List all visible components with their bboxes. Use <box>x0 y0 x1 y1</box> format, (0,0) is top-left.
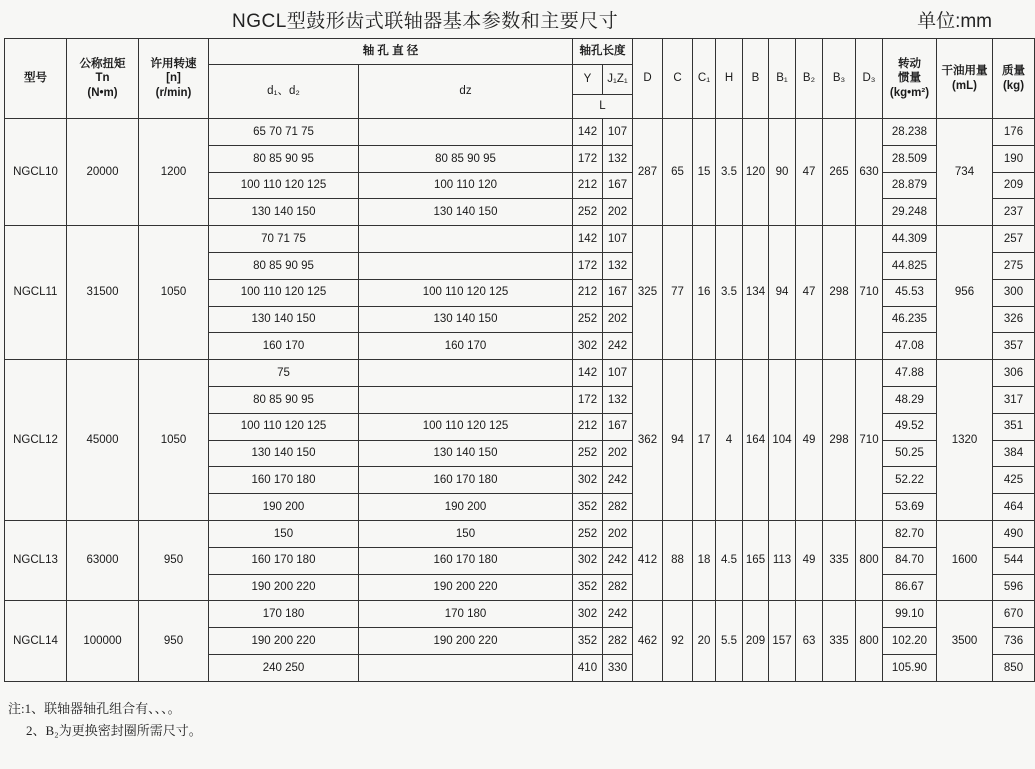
cell-speed: 950 <box>139 520 209 600</box>
cell-model: NGCL12 <box>5 360 67 521</box>
cell-J1Z1: 107 <box>603 226 633 253</box>
cell-Y: 302 <box>573 547 603 574</box>
table-body <box>5 119 1035 682</box>
cell-dz: 170 180 <box>359 601 573 628</box>
cell-d12: 100 110 120 125 <box>209 413 359 440</box>
cell-d12: 130 140 150 <box>209 199 359 226</box>
header-B1: B₁ <box>769 39 796 119</box>
cell-inertia: 52.22 <box>883 467 937 494</box>
cell-C1: 16 <box>693 226 716 360</box>
cell-dz: 160 170 180 <box>359 547 573 574</box>
cell-inertia: 84.70 <box>883 547 937 574</box>
cell-J1Z1: 202 <box>603 199 633 226</box>
header-inertia <box>883 39 937 119</box>
cell-B3: 298 <box>823 360 856 521</box>
cell-mass: 300 <box>993 279 1035 306</box>
cell-B: 134 <box>743 226 769 360</box>
cell-J1Z1: 132 <box>603 252 633 279</box>
cell-B2: 49 <box>796 520 823 600</box>
cell-speed: 1200 <box>139 119 209 226</box>
cell-d12: 80 85 90 95 <box>209 252 359 279</box>
cell-inertia: 28.879 <box>883 172 937 199</box>
cell-J1Z1: 242 <box>603 601 633 628</box>
cell-mass: 190 <box>993 145 1035 172</box>
cell-mass: 176 <box>993 119 1035 146</box>
cell-C: 77 <box>663 226 693 360</box>
cell-inertia: 53.69 <box>883 494 937 521</box>
cell-Y: 172 <box>573 252 603 279</box>
cell-B: 165 <box>743 520 769 600</box>
cell-dz: 150 <box>359 520 573 547</box>
cell-inertia: 102.20 <box>883 628 937 655</box>
cell-Y: 142 <box>573 226 603 253</box>
cell-dz: 100 110 120 <box>359 172 573 199</box>
cell-torque: 100000 <box>67 601 139 681</box>
cell-mass: 544 <box>993 547 1035 574</box>
header-B: B <box>743 39 769 119</box>
cell-d12: 160 170 180 <box>209 467 359 494</box>
cell-inertia: 28.238 <box>883 119 937 146</box>
cell-Y: 352 <box>573 574 603 601</box>
cell-D: 325 <box>633 226 663 360</box>
cell-d12: 150 <box>209 520 359 547</box>
cell-d12: 160 170 <box>209 333 359 360</box>
cell-D: 362 <box>633 360 663 521</box>
cell-B3: 265 <box>823 119 856 226</box>
cell-oil: 734 <box>937 119 993 226</box>
cell-B2: 47 <box>796 119 823 226</box>
cell-Y: 302 <box>573 333 603 360</box>
header-inertia-l3: (kg•m²) <box>889 86 930 99</box>
cell-J1Z1: 282 <box>603 574 633 601</box>
cell-inertia: 49.52 <box>883 413 937 440</box>
cell-torque: 63000 <box>67 520 139 600</box>
header-B3: B₃ <box>823 39 856 119</box>
cell-d12: 130 140 150 <box>209 440 359 467</box>
cell-B: 120 <box>743 119 769 226</box>
cell-Y: 142 <box>573 119 603 146</box>
cell-dz: 80 85 90 95 <box>359 145 573 172</box>
cell-d12: 190 200 220 <box>209 574 359 601</box>
cell-dz <box>359 226 573 253</box>
header-torque-l2: Tn <box>95 72 110 85</box>
cell-B2: 47 <box>796 226 823 360</box>
cell-model: NGCL10 <box>5 119 67 226</box>
cell-J1Z1: 107 <box>603 360 633 387</box>
cell-Y: 172 <box>573 145 603 172</box>
cell-dz: 160 170 <box>359 333 573 360</box>
cell-mass: 596 <box>993 574 1035 601</box>
cell-B2: 49 <box>796 360 823 521</box>
cell-D3: 630 <box>856 119 883 226</box>
cell-dz: 130 140 150 <box>359 306 573 333</box>
header-torque <box>67 39 139 119</box>
header-oil-l2: (mL) <box>952 79 977 92</box>
cell-C1: 18 <box>693 520 716 600</box>
cell-H: 5.5 <box>716 601 743 681</box>
cell-Y: 302 <box>573 467 603 494</box>
cell-C1: 20 <box>693 601 716 681</box>
header-J1Z1: J₁Z₁ <box>603 65 633 95</box>
cell-Y: 172 <box>573 386 603 413</box>
cell-C: 94 <box>663 360 693 521</box>
header-C: C <box>663 39 693 119</box>
cell-J1Z1: 202 <box>603 440 633 467</box>
notes <box>8 698 202 742</box>
cell-D: 462 <box>633 601 663 681</box>
cell-inertia: 82.70 <box>883 520 937 547</box>
cell-H: 3.5 <box>716 226 743 360</box>
cell-J1Z1: 202 <box>603 520 633 547</box>
cell-inertia: 28.509 <box>883 145 937 172</box>
cell-dz: 190 200 <box>359 494 573 521</box>
cell-Y: 302 <box>573 601 603 628</box>
cell-d12: 75 <box>209 360 359 387</box>
note-1: 注:1、联轴器轴孔组合有、、、。 <box>8 701 181 716</box>
header-speed <box>139 39 209 119</box>
cell-J1Z1: 242 <box>603 467 633 494</box>
cell-mass: 209 <box>993 172 1035 199</box>
header-inertia-l1: 转动 <box>898 57 921 70</box>
cell-d12: 70 71 75 <box>209 226 359 253</box>
cell-dz <box>359 654 573 681</box>
cell-B2: 63 <box>796 601 823 681</box>
cell-dz: 100 110 120 125 <box>359 413 573 440</box>
cell-B1: 90 <box>769 119 796 226</box>
cell-Y: 212 <box>573 172 603 199</box>
table-row <box>5 119 1035 146</box>
cell-D: 287 <box>633 119 663 226</box>
header-mass-l1: 质量 <box>1002 65 1025 78</box>
cell-Y: 252 <box>573 199 603 226</box>
cell-J1Z1: 282 <box>603 628 633 655</box>
header-speed-l1: 许用转速 <box>150 57 197 70</box>
cell-B: 209 <box>743 601 769 681</box>
table-row <box>5 520 1035 547</box>
cell-oil: 956 <box>937 226 993 360</box>
parameter-table <box>4 38 1035 682</box>
note-2: 2、B₂为更换密封圈所需尺寸。 <box>26 723 202 738</box>
cell-H: 4 <box>716 360 743 521</box>
cell-J1Z1: 242 <box>603 547 633 574</box>
header-speed-l2: [n] <box>166 72 181 85</box>
unit-label: 单位:mm <box>917 11 992 32</box>
cell-Y: 352 <box>573 494 603 521</box>
cell-D3: 710 <box>856 226 883 360</box>
header-mass <box>993 39 1035 119</box>
cell-Y: 212 <box>573 413 603 440</box>
table-row <box>5 226 1035 253</box>
cell-J1Z1: 330 <box>603 654 633 681</box>
header-dz: dz <box>359 65 573 119</box>
cell-mass: 670 <box>993 601 1035 628</box>
cell-C: 88 <box>663 520 693 600</box>
cell-mass: 317 <box>993 386 1035 413</box>
cell-D: 412 <box>633 520 663 600</box>
cell-d12: 100 110 120 125 <box>209 172 359 199</box>
cell-dz: 100 110 120 125 <box>359 279 573 306</box>
cell-C1: 15 <box>693 119 716 226</box>
cell-mass: 736 <box>993 628 1035 655</box>
cell-mass: 326 <box>993 306 1035 333</box>
cell-Y: 252 <box>573 440 603 467</box>
header-model: 型号 <box>5 39 67 119</box>
header-H: H <box>716 39 743 119</box>
header-B2: B₂ <box>796 39 823 119</box>
cell-dz: 190 200 220 <box>359 628 573 655</box>
cell-B1: 94 <box>769 226 796 360</box>
cell-Y: 252 <box>573 520 603 547</box>
cell-mass: 384 <box>993 440 1035 467</box>
cell-Y: 212 <box>573 279 603 306</box>
cell-d12: 100 110 120 125 <box>209 279 359 306</box>
cell-mass: 425 <box>993 467 1035 494</box>
header-C1: C₁ <box>693 39 716 119</box>
cell-Y: 142 <box>573 360 603 387</box>
cell-inertia: 44.825 <box>883 252 937 279</box>
cell-dz <box>359 252 573 279</box>
cell-B1: 113 <box>769 520 796 600</box>
cell-mass: 275 <box>993 252 1035 279</box>
cell-inertia: 29.248 <box>883 199 937 226</box>
cell-dz <box>359 386 573 413</box>
cell-torque: 45000 <box>67 360 139 521</box>
cell-J1Z1: 202 <box>603 306 633 333</box>
cell-inertia: 86.67 <box>883 574 937 601</box>
header-bore-length: 轴孔长度 <box>573 39 633 65</box>
cell-dz: 130 140 150 <box>359 199 573 226</box>
header-mass-l2: (kg) <box>1002 79 1025 92</box>
header-speed-l3: (r/min) <box>155 86 192 99</box>
cell-speed: 1050 <box>139 360 209 521</box>
cell-mass: 850 <box>993 654 1035 681</box>
cell-B3: 298 <box>823 226 856 360</box>
cell-torque: 31500 <box>67 226 139 360</box>
cell-model: NGCL11 <box>5 226 67 360</box>
header-torque-l1: 公称扭矩 <box>79 57 126 70</box>
cell-J1Z1: 167 <box>603 413 633 440</box>
cell-D3: 710 <box>856 360 883 521</box>
table-row <box>5 360 1035 387</box>
cell-mass: 357 <box>993 333 1035 360</box>
page-title: NGCL型鼓形齿式联轴器基本参数和主要尺寸 <box>232 11 619 32</box>
cell-torque: 20000 <box>67 119 139 226</box>
cell-d12: 190 200 220 <box>209 628 359 655</box>
cell-d12: 130 140 150 <box>209 306 359 333</box>
cell-mass: 490 <box>993 520 1035 547</box>
cell-dz <box>359 360 573 387</box>
header-bore: 轴 孔 直 径 <box>209 39 573 65</box>
cell-Y: 352 <box>573 628 603 655</box>
cell-inertia: 99.10 <box>883 601 937 628</box>
cell-C: 92 <box>663 601 693 681</box>
cell-d12: 190 200 <box>209 494 359 521</box>
cell-oil: 1320 <box>937 360 993 521</box>
cell-inertia: 50.25 <box>883 440 937 467</box>
cell-J1Z1: 107 <box>603 119 633 146</box>
header-L: L <box>573 95 633 119</box>
cell-dz: 160 170 180 <box>359 467 573 494</box>
cell-dz <box>359 119 573 146</box>
cell-d12: 80 85 90 95 <box>209 145 359 172</box>
header-oil <box>937 39 993 119</box>
cell-Y: 410 <box>573 654 603 681</box>
cell-d12: 65 70 71 75 <box>209 119 359 146</box>
cell-mass: 257 <box>993 226 1035 253</box>
cell-J1Z1: 132 <box>603 145 633 172</box>
cell-B3: 335 <box>823 601 856 681</box>
cell-d12: 80 85 90 95 <box>209 386 359 413</box>
header-d12: d₁、d₂ <box>209 65 359 119</box>
cell-J1Z1: 242 <box>603 333 633 360</box>
cell-inertia: 105.90 <box>883 654 937 681</box>
cell-inertia: 47.08 <box>883 333 937 360</box>
cell-model: NGCL14 <box>5 601 67 681</box>
header-oil-l1: 干油用量 <box>941 65 988 78</box>
cell-B1: 157 <box>769 601 796 681</box>
cell-J1Z1: 167 <box>603 172 633 199</box>
cell-speed: 1050 <box>139 226 209 360</box>
cell-inertia: 46.235 <box>883 306 937 333</box>
cell-C1: 17 <box>693 360 716 521</box>
cell-mass: 237 <box>993 199 1035 226</box>
cell-Y: 252 <box>573 306 603 333</box>
cell-oil: 3500 <box>937 601 993 681</box>
cell-dz: 190 200 220 <box>359 574 573 601</box>
cell-B: 164 <box>743 360 769 521</box>
cell-D3: 800 <box>856 601 883 681</box>
cell-H: 3.5 <box>716 119 743 226</box>
cell-D3: 800 <box>856 520 883 600</box>
cell-oil: 1600 <box>937 520 993 600</box>
cell-d12: 160 170 180 <box>209 547 359 574</box>
cell-d12: 170 180 <box>209 601 359 628</box>
header-torque-l3: (N•m) <box>87 86 118 99</box>
cell-model: NGCL13 <box>5 520 67 600</box>
cell-mass: 464 <box>993 494 1035 521</box>
cell-B3: 335 <box>823 520 856 600</box>
cell-J1Z1: 132 <box>603 386 633 413</box>
cell-inertia: 45.53 <box>883 279 937 306</box>
cell-inertia: 47.88 <box>883 360 937 387</box>
header-Y: Y <box>573 65 603 95</box>
cell-J1Z1: 282 <box>603 494 633 521</box>
table-row <box>5 601 1035 628</box>
cell-inertia: 44.309 <box>883 226 937 253</box>
cell-inertia: 48.29 <box>883 386 937 413</box>
cell-d12: 240 250 <box>209 654 359 681</box>
header-D3: D₃ <box>856 39 883 119</box>
cell-J1Z1: 167 <box>603 279 633 306</box>
header-inertia-l2: 惯量 <box>898 72 921 85</box>
cell-mass: 306 <box>993 360 1035 387</box>
cell-B1: 104 <box>769 360 796 521</box>
cell-H: 4.5 <box>716 520 743 600</box>
cell-C: 65 <box>663 119 693 226</box>
header-D: D <box>633 39 663 119</box>
cell-speed: 950 <box>139 601 209 681</box>
cell-dz: 130 140 150 <box>359 440 573 467</box>
cell-mass: 351 <box>993 413 1035 440</box>
